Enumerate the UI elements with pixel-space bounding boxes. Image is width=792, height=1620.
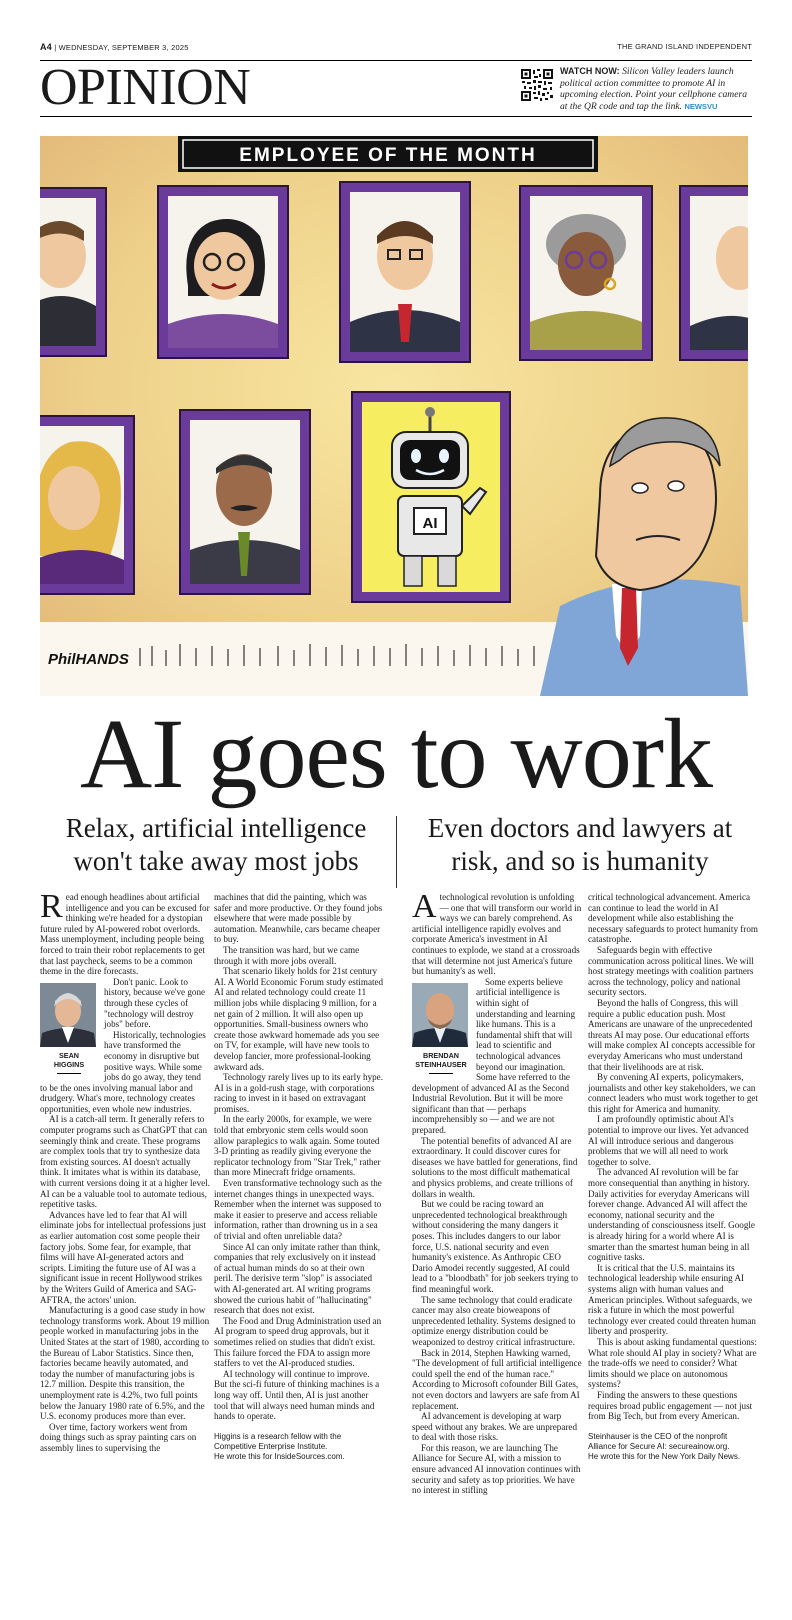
author-tagline: Steinhauser is the CEO of the nonprofit Alliance for Secure AI: secureainow.org. He wrote this for the New York Daily News. xyxy=(588,1431,741,1461)
section-title: OPINION xyxy=(40,59,251,116)
section-rule xyxy=(40,116,752,117)
left-article-col1 xyxy=(40,892,210,1516)
article-paragraph: For this reason, we are launching The Alliance for Secure AI, with a mission to ensure advanced AI innovation continues with security and safety as top priorities. We have no interest in stifling xyxy=(412,1442,581,1496)
qr-code-icon[interactable] xyxy=(520,68,554,102)
drop-cap: A xyxy=(412,892,437,925)
right-article-col2 xyxy=(588,892,758,1516)
article-paragraph: machines that did the painting, which was safer and more productive. Or they found jobs elsewhere that were made possible by automation. Meanwhile, cars became cheaper to buy. xyxy=(214,892,383,945)
article-paragraph: The same technology that could eradicate cancer may also create bioweapons of unprecedented lethality. Systems designed to optimize energy distribution could be weaponized to destroy critical infrastructure. xyxy=(412,1294,576,1347)
article-paragraph: Since AI can only imitate rather than think, companies that rely exclusively on it instead of actual human minds do so at their own peril. The derisive term "slop" is associated with AI-generated art. AI writing programs showed the curious habit of "hallucinating" research that does not exist. xyxy=(214,1241,381,1316)
promo-lead: WATCH NOW: xyxy=(560,66,620,76)
column-divider xyxy=(396,816,397,888)
portrait-mustache-man xyxy=(180,410,310,594)
article-paragraph: Some experts believe artificial intelligence is within sight of understanding and learning like humans. This is a fundamental shift that will lead to scientific and technological advances beyond our imagination. Some have referred to the development of advanced AI as the Second Industrial Revolution. But it will be more significant than that — perhaps incomprehensibly so — and we are not prepared. xyxy=(412,976,575,1136)
article-paragraph: This is about asking fundamental questions: What role should AI play in society? What are the trade-offs we need to consider? What limits should we place on autonomous systems? xyxy=(588,1336,757,1390)
portrait-partial-right-top xyxy=(680,186,748,360)
watch-now-promo xyxy=(520,66,756,110)
byline-rule xyxy=(57,1073,81,1074)
article-paragraph: Even transformative technology such as the internet changes things in unexpected ways. Remember when the internet was supposed to make it easier to preserve and access reliable information, rather than drowning us in a sea of trivial and often unreliable data? xyxy=(214,1178,382,1241)
article-paragraph: The transition was hard, but we came through it with more jobs overall. xyxy=(214,944,360,966)
promo-body: Silicon Valley leaders launch political action committee to promote AI in upcoming election. Point your cellphone camera at the QR code and tap the link. xyxy=(560,66,748,112)
right-article-col1 xyxy=(412,892,582,1516)
banner-text: EMPLOYEE OF THE MONTH xyxy=(239,145,537,166)
portrait-partial-left-bottom xyxy=(40,416,134,594)
author-photo-steinhauser xyxy=(412,983,468,1047)
article-paragraph: Technology rarely lives up to its early hype. AI is in a gold-rush stage, with corporations racing to invest in it based on extravagant promises. xyxy=(214,1072,383,1114)
drop-cap: R xyxy=(40,892,63,925)
page-number: A4 xyxy=(40,42,52,52)
cartoonist-signature: PhilHANDS xyxy=(48,651,129,668)
article-paragraph: The advanced AI revolution will be far more consequential than anything in history. Daily activities for everyday Americans will forever change. Advanced AI will affect the economy, national security and the understanding of consciousness itself. Google is already hiring for a world where AI is smarter than the smartest human being in all cognitive tasks. xyxy=(588,1167,755,1263)
article-paragraph: Back in 2014, Stephen Hawking warned, "The development of full artificial intelligence could spell the end of the human race." According to Microsoft cofounder Bill Gates, not even doctors and lawyers are safe from AI replacement. xyxy=(412,1347,582,1411)
employee-banner xyxy=(178,136,598,172)
article-paragraph: Over time, factory workers went from doing things such as spray painting cars on assembly lines to supervising the xyxy=(40,1421,197,1453)
article-paragraph: Advances have led to fear that AI will eliminate jobs for intellectual professions just as earlier automation cost some people their factory jobs. Some fear, for example, that films will have AI-generated actors and scripts. Limiting the future use of AI was a significant issue in recent Hollywood strikes by the Writers Guild of America and SAG-AFTRA, the actors' union. xyxy=(40,1209,206,1305)
article-paragraph: I am profoundly optimistic about AI's potential to improve our lives. Yet advanced AI will introduce serious and dangerous problems that we will all need to work together to solve. xyxy=(588,1114,749,1167)
author-first-name: BRENDAN xyxy=(423,1050,459,1060)
issue-date: WEDNESDAY, SEPTEMBER 3, 2025 xyxy=(58,43,189,52)
article-paragraph: Finding the answers to these questions requires broad public engagement — not just from Big Tech, but from every American. xyxy=(588,1389,753,1422)
author-first-name: SEAN xyxy=(59,1050,79,1060)
article-paragraph: That scenario likely holds for 21st century AI. A World Economic Forum study estimated AI and related technology could create 11 million jobs while displacing 9 million, for a net gain of 2 million. It will also open up opportunities. Small-business owners who create those awkward homemade ads you see on TV, for example, will have new tools to develop fancier, more professional-looking awkward ads. xyxy=(214,966,384,1072)
article-paragraph: The Food and Drug Administration used an AI program to speed drug approvals, but it sometimes relied on studies that didn't exist. This failure forced the FDA to assign more staffers to vet the AI-produced studies. xyxy=(214,1315,382,1369)
portrait-woman-glasses xyxy=(158,186,288,358)
article-paragraph: Safeguards begin with effective communication across political lines. We will host strategy meetings with coalition partners across the technology, policy and national security sectors. xyxy=(588,944,754,998)
article-paragraph: But we could be racing toward an unprecedented technological breakthrough without considering the many dangers it poses. This includes dangers to our labor force, U.S. national security and even humanity's existence. As Anthropic CEO Dario Amodei recently suggested, AI could lead to a "bloodbath" for job seekers trying to find meaningful work. xyxy=(412,1199,579,1294)
right-subhead: Even doctors and lawyers at risk, and so is humanity xyxy=(427,813,733,876)
article-paragraph: Don't panic. Look to history, because we've gone through these cycles of "technology will destroy jobs" before. xyxy=(104,976,206,1030)
author-mug-steinhauser xyxy=(412,983,470,1074)
author-last-name: HIGGINS xyxy=(53,1059,85,1069)
left-article-col2 xyxy=(214,892,384,1516)
byline-rule xyxy=(429,1073,453,1074)
article-paragraph: It is critical that the U.S. maintains its technological leadership while ensuring AI systems align with human values and American principles. Without safeguards, we risk a future in which the most powerful technology ever created could threaten human liberty and prosperity. xyxy=(588,1262,756,1337)
left-subhead: Relax, artificial intelligence won't take away most jobs xyxy=(65,813,367,876)
article-paragraph: critical technological advancement. America can continue to lead the world in AI development while also establishing the necessary safeguards to protect humanity from catastrophe. xyxy=(588,892,758,945)
article-paragraph: Read enough headlines about artificial intelligence and you can be excused for thinking we're headed for a dystopian future ruled by AI-powered robot overlords. Mass unemployment, including people being forced to train their robot replacements to get that last paycheck, seems to be a common theme in the dire forecasts. xyxy=(40,892,210,977)
portrait-ai-robot xyxy=(352,392,510,602)
author-tagline: Higgins is a research fellow with the Competitive Enterprise Institute. He wrote this for InsideSources.com. xyxy=(214,1431,345,1461)
article-paragraph: The potential benefits of advanced AI are extraordinary. It could discover cures for diseases we have battled for generations, find solutions to the most difficult mathematical and physics problems, and create trillions of dollars in wealth. xyxy=(412,1135,578,1199)
portrait-partial-left-top xyxy=(40,188,106,356)
page-folio xyxy=(40,42,752,56)
article-paragraph: AI technology will continue to improve. But the sci-fi future of thinking machines is a long way off. Until then, AI is just another tool that will always need human minds and hands to operate. xyxy=(214,1368,380,1422)
article-paragraph: Historically, technologies have transformed the economy in disruptive but positive ways. While some jobs do go away, they tend to be the ones involving manual labor and drudgery. What's more, technology creates opportunities, even whole new industries. xyxy=(40,1029,206,1114)
author-mug-higgins xyxy=(40,983,98,1074)
article-paragraph: AI is a catch-all term. It generally refers to computer programs such as ChatGPT that can seemingly think and create. These programs are complex tools that try to synthesize data from existing sources. AI doesn't actually think. It imitates what is within its database, with current versions doing it at a higher level. AI can be a valuable tool to automate tedious, repetitive tasks. xyxy=(40,1114,210,1210)
portrait-older-woman xyxy=(520,186,652,360)
main-headline: AI goes to work xyxy=(79,698,713,809)
article-paragraph: In the early 2000s, for example, we were told that embryonic stem cells would soon allow paraplegics to walk again. Some touted 3-D printing as readily giving everyone the replicator technology from "Star Trek," rather than more Minecraft fridge ornaments. xyxy=(214,1114,381,1178)
article-paragraph: Atechnological revolution is unfolding — one that will transform our world in ways we can barely comprehend. As artificial intelligence rapidly evolves and corporate America's investment in AI continues to explode, we stand at a crossroads that will determine not just America's future but humanity's as well. xyxy=(412,892,582,977)
folio-left: A4 | WEDNESDAY, SEPTEMBER 3, 2025 xyxy=(40,42,189,52)
article-paragraph: Beyond the halls of Congress, this will require a public education push. Most Americans are unaware of the unprecedented threats AI may pose. Our educational efforts will make complex AI concepts accessible for everyday Americans who must understand that their livelihoods are at risk. xyxy=(588,997,756,1072)
author-last-name: STEINHAUSER xyxy=(415,1059,467,1069)
portrait-man-glasses xyxy=(340,182,470,362)
promo-text xyxy=(560,66,756,112)
author-photo-higgins xyxy=(40,983,96,1047)
article-paragraph: Manufacturing is a good case study in how technology transforms work. About 19 million people worked in manufacturing jobs in the United States at the start of 1980, according to the Bureau of Labor Statistics. Since then, factories became heavily automated, and today the number of manufacturing jobs is 12.7 million. Despite this transition, the unemployment rate is 4.2%, two full points below the January 1980 rate of 6.5%, and the U.S. economy produces more than ever. xyxy=(40,1305,210,1422)
newsvu-logo[interactable]: NEWSVU xyxy=(684,101,718,111)
article-paragraph: By convening AI experts, policymakers, journalists and other key stakeholders, we can connect leaders who must work together to get this right for America and humanity. xyxy=(588,1072,758,1114)
editorial-cartoon xyxy=(40,136,748,696)
robot-ai-label: AI xyxy=(422,515,438,532)
publication-name: THE GRAND ISLAND INDEPENDENT xyxy=(617,42,752,51)
article-paragraph: AI advancement is developing at warp speed without any brakes. We are unprepared to deal with those risks. xyxy=(412,1411,577,1443)
